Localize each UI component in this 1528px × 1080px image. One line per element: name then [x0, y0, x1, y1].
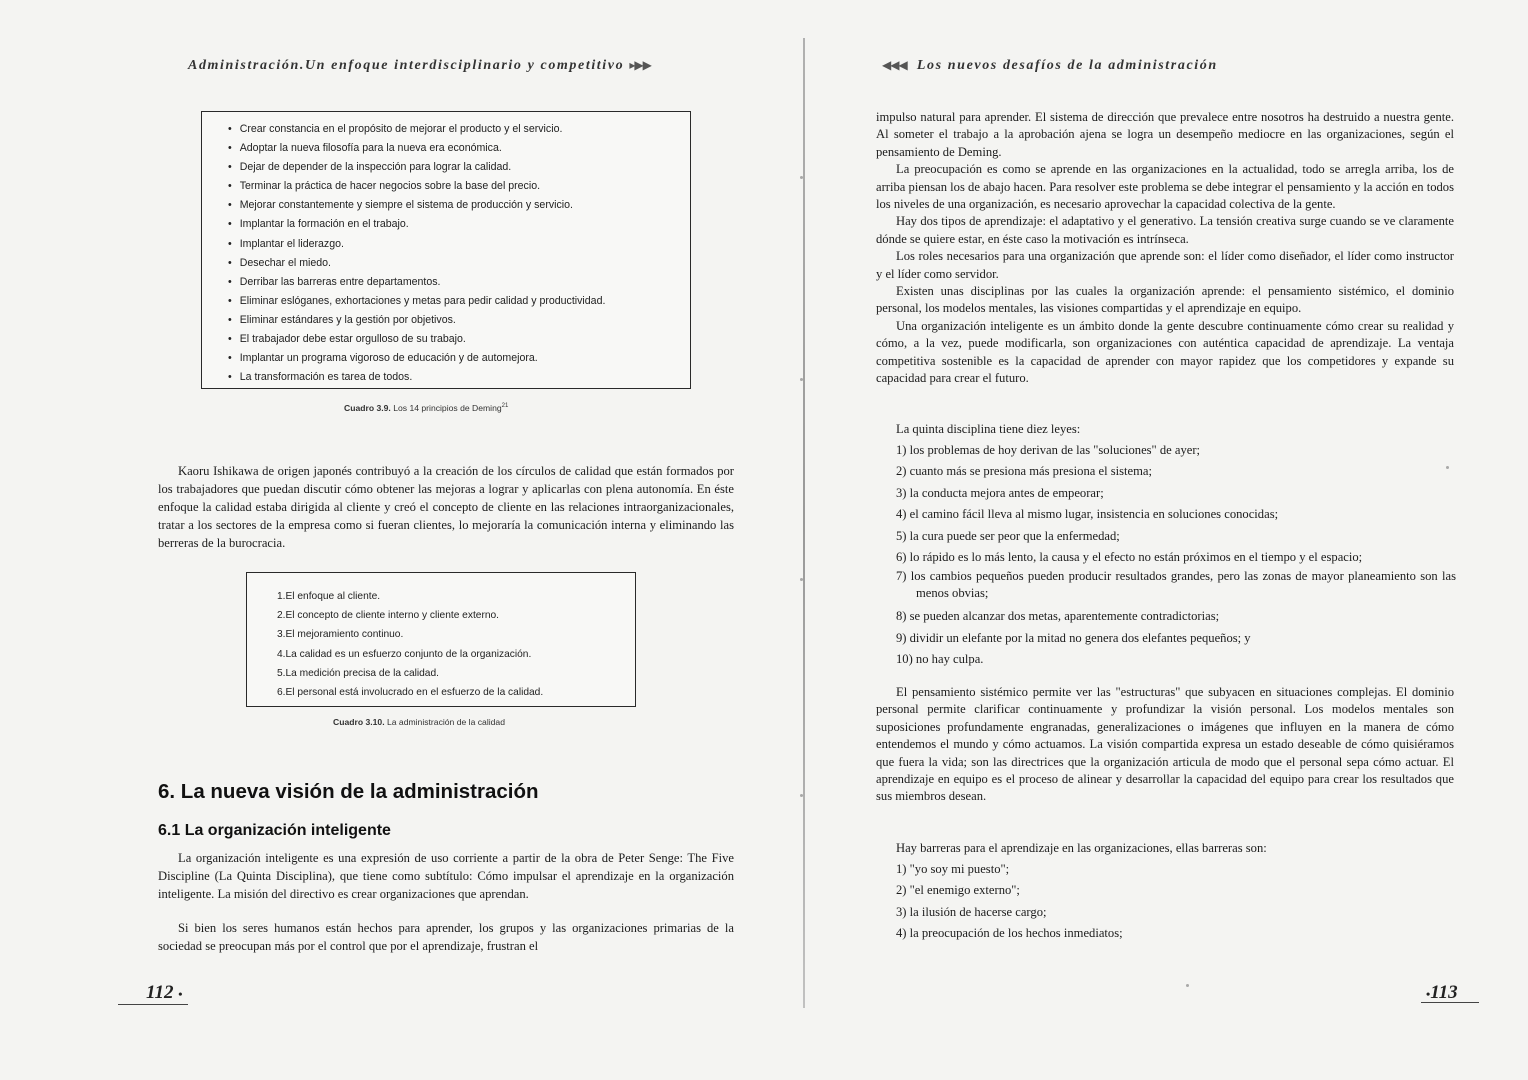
law-item: 5) la cura puede ser peor que la enfermedad; — [896, 528, 1120, 543]
quality-principle-item: 4.La calidad es un esfuerzo conjunto de la organización. — [277, 648, 532, 660]
deming-principle-item: • Mejorar constantemente y siempre el sistema de producción y servicio. — [228, 196, 690, 215]
right-page-number-rule — [1421, 1002, 1479, 1003]
right-paragraph: Una organización inteligente es un ámbito donde la gente descubre continuamente cómo crear su realidad y cómo, a la vez, puede modificarla, son organizaciones con auténtica capacidad de aprendizaje. La ventaja competitiva sostenible es la capacidad de aprender con mayor rapidez que los competidores y expande su capacidad para crear el futuro. — [876, 318, 1454, 386]
law-item: 7) los cambios pequeños pueden producir resultados grandes, pero las zonas de mayor planeamiento son las menos obvias; — [896, 569, 1456, 601]
right-page-number: •113 — [1426, 982, 1458, 1003]
barriers-section — [896, 838, 1456, 945]
barriers-lead: Hay barreras para el aprendizaje en las organizaciones, ellas barreras son: — [896, 841, 1267, 855]
org-paragraph-1: La organización inteligente es una expresión de uso corriente a partir de la obra de Peter Senge: The Five Discipline (La Quinta Disciplina), que tiene como subtítulo: Cómo impulsar el aprendizaje en la organización inteligente. La misión del directivo es crear organizaciones que aprendan. — [158, 851, 734, 901]
deming-principle-item: • Adoptar la nueva filosofía para la nueva era económica. — [228, 139, 690, 158]
ishikawa-paragraph: Kaoru Ishikawa de origen japonés contribuyó a la creación de los círculos de calidad que están formados por los trabajadores que puedan discutir cómo obtener las mejoras a lograr y aplicarlas con plena autonomía. En éste enfoque la calidad estaba dirigida al cliente y creó el concepto de cliente en las relaciones intraorganizacionales, tratar a los sectores de la empresa como si fueran clientes, lo mejoraría la comunicación interna y eliminando las berreras de la burocracia. — [158, 464, 734, 550]
scan-speck — [800, 794, 803, 797]
scan-speck — [800, 578, 803, 581]
law-item: 3) la conducta mejora antes de empeorar; — [896, 485, 1104, 500]
law-item: 4) el camino fácil lleva al mismo lugar, insistencia en soluciones conocidas; — [896, 507, 1279, 522]
quality-principle-item: 1.El enfoque al cliente. — [277, 591, 381, 602]
right-paragraph: Hay dos tipos de aprendizaje: el adaptativo y el generativo. La tensión creativa surge cuando se ve claramente dónde se quiere estar, en éste caso la motivación es intrínseca. — [876, 214, 1454, 246]
deming-caption-label: Cuadro 3.9. — [344, 403, 391, 413]
deming-principle-item: • Terminar la práctica de hacer negocios sobre la base del precio. — [228, 177, 690, 196]
deming-principle-item: • Implantar el liderazgo. — [228, 235, 690, 254]
scan-speck — [1446, 466, 1449, 469]
barriers-list — [896, 859, 1456, 944]
law-item: 10) no hay culpa. — [896, 652, 984, 667]
quality-principle-item: 6.El personal está involucrado en el esfuerzo de la calidad. — [277, 687, 544, 699]
deming-principle-item: • Derribar las barreras entre departamentos. — [228, 273, 690, 292]
deming-principles-list — [228, 120, 690, 387]
deming-principle-item: • La transformación es tarea de todos. — [228, 368, 690, 387]
deming-principle-item: • El trabajador debe estar orgulloso de su trabajo. — [228, 330, 690, 349]
left-page-number-value: 112 — [146, 982, 174, 1003]
quality-caption — [333, 717, 505, 727]
left-running-head-title: Administración.Un enfoque interdisciplinario y competitivo — [188, 58, 625, 73]
law-item: 6) lo rápido es lo más lento, la causa y el efecto no están próximos en el tiempo y el espacio; — [896, 549, 1363, 564]
quality-caption-label: Cuadro 3.10. — [333, 717, 385, 727]
right-paragraph: impulso natural para aprender. El sistema de dirección que prevalece entre nosotros ha destruido a nuestra gente. Al someter el trabajo a la aprobación ajena se logra un desempeño mediocre en las organizaciones, según el pensamiento de Deming. — [876, 110, 1454, 159]
systemic-thinking-paragraph: El pensamiento sistémico permite ver las "estructuras" que subyacen en situaciones complejas. El dominio personal permite clarificar continuamente y profundizar la visión personal. Los modelos mentales son suposiciones profundamente engranadas, generalizaciones o imágenes que influyen en la manera de cómo entendemos el mundo y cómo actuamos. La visión compartida expresa un estado deseable de cómo quisiéramos que fuera la vida; son las directrices que la organización articula de modo que el personal sepa cómo actuar. El aprendizaje en equipo es el proceso de alinear y desarrollar la capacidad del equipo para crear los resultados que sus miembros desean. — [876, 685, 1454, 804]
right-page-number-value: 113 — [1430, 982, 1458, 1003]
scan-speck — [1186, 984, 1189, 987]
right-top-paragraphs — [876, 109, 1454, 388]
ten-laws-list — [896, 440, 1456, 669]
org-paragraph-2: Si bien los seres humanos están hechos para aprender, los grupos y las organizaciones primarias de la sociedad se preocupan más por el control que por el aprendizaje, frustran el — [158, 921, 734, 953]
left-running-head — [188, 58, 651, 74]
deming-caption-footnote: 21 — [501, 403, 509, 410]
law-item: 1) los problemas de hoy derivan de las "soluciones" de ayer; — [896, 443, 1201, 457]
scan-speck — [800, 176, 803, 179]
right-paragraph: La preocupación es como se aprende en las organizaciones en la actualidad, todo se arregla arriba, los de arriba piensan los de abajo hacen. Para resolver este problema se debe integrar el pensamiento y la acción en todos los niveles de una organización, es necesario aprovechar la capacidad colectiva de la gente. — [876, 162, 1454, 212]
section-heading: 6. La nueva visión de la administración — [158, 780, 539, 803]
ten-laws-lead: La quinta disciplina tiene diez leyes: — [896, 422, 1081, 436]
book-gutter — [803, 38, 805, 1008]
subsection-heading: 6.1 La organización inteligente — [158, 822, 391, 839]
barrier-item: 4) la preocupación de los hechos inmediatos; — [896, 926, 1123, 941]
deming-principle-item: • Desechar el miedo. — [228, 254, 690, 273]
deming-caption-text: Los 14 principios de Deming — [393, 403, 502, 413]
deming-caption — [344, 403, 508, 413]
right-running-head — [882, 58, 1218, 74]
deming-principle-item: • Dejar de depender de la inspección para lograr la calidad. — [228, 158, 690, 177]
deming-principle-item: • Implantar un programa vigoroso de educación y de automejora. — [228, 349, 690, 368]
quality-caption-text: La administración de la calidad — [386, 717, 505, 727]
law-item: 9) dividir un elefante por la mitad no genera dos elefantes pequeños; y — [896, 630, 1251, 645]
right-paragraph: Los roles necesarios para una organización que aprende son: el líder como diseñador, el líder como instructor y el líder como servidor. — [876, 249, 1454, 281]
deming-principles-box — [201, 111, 691, 389]
quality-principle-item: 3.El mejoramiento continuo. — [277, 629, 404, 641]
law-item: 8) se pueden alcanzar dos metas, aparentemente contradictorias; — [896, 609, 1220, 624]
left-page-number: 112 • — [146, 982, 183, 1003]
scan-speck — [800, 378, 803, 381]
quality-admin-list — [277, 587, 635, 702]
right-running-head-title: Los nuevos desafíos de la administración — [916, 58, 1218, 73]
quality-admin-box — [246, 572, 636, 707]
deming-principle-item: • Implantar la formación en el trabajo. — [228, 215, 690, 234]
barrier-item: 1) "yo soy mi puesto"; — [896, 862, 1010, 876]
deming-principle-item: • Eliminar estándares y la gestión por objetivos. — [228, 311, 690, 330]
left-arrows-icon: ◀◀◀ — [882, 58, 907, 72]
quality-principle-item: 2.El concepto de cliente interno y cliente externo. — [277, 610, 499, 622]
right-page — [806, 0, 1528, 1080]
ten-laws-section — [896, 419, 1456, 671]
left-page-number-rule — [118, 1004, 188, 1005]
law-item: 2) cuanto más se presiona más presiona el sistema; — [896, 464, 1153, 479]
right-paragraph: Existen unas disciplinas por las cuales la organización aprende: el pensamiento sistémico, el dominio personal, los modelos mentales, las visiones compartidas y el aprendizaje en equipo. — [876, 284, 1454, 316]
barrier-item: 2) "el enemigo externo"; — [896, 883, 1020, 898]
deming-principle-item: • Eliminar eslóganes, exhortaciones y metas para pedir calidad y productividad. — [228, 292, 690, 311]
quality-principle-item: 5.La medición precisa de la calidad. — [277, 667, 439, 679]
barrier-item: 3) la ilusión de hacerse cargo; — [896, 904, 1047, 919]
right-arrows-icon: ▸▶▶ — [629, 58, 651, 72]
systemic-thinking-block — [876, 684, 1454, 806]
deming-principle-item: • Crear constancia en el propósito de mejorar el producto y el servicio. — [228, 120, 690, 139]
